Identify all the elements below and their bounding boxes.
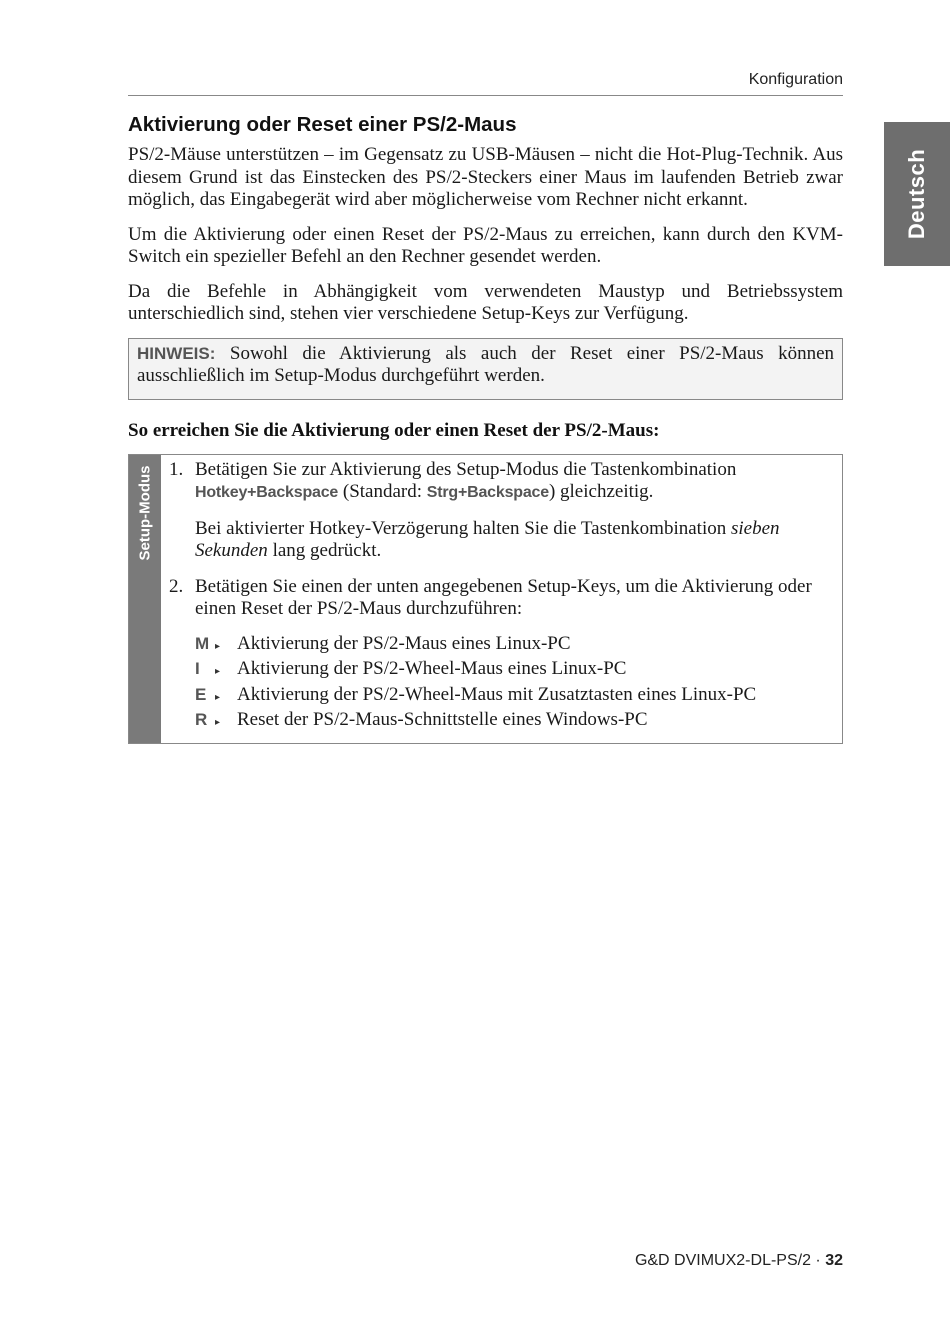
note-text: Sowohl die Aktivierung als auch der Reset einer PS/2-Maus können ausschließlich im Setup-Modus durchgeführt werden. xyxy=(137,342,835,386)
delay-duration: sieben Sekunden xyxy=(195,517,780,561)
delay-note-outro: lang gedrückt. xyxy=(272,540,382,561)
step-number: 1. xyxy=(169,458,184,480)
note-label: HINWEIS: xyxy=(137,343,216,363)
running-header: Konfiguration xyxy=(748,71,843,88)
setup-mode-box xyxy=(128,454,843,744)
section-title: Aktivierung oder Reset einer PS/2-Maus xyxy=(128,113,517,136)
steps-list xyxy=(161,455,842,743)
setup-key: E xyxy=(195,684,207,704)
step-1-delay-note xyxy=(195,518,832,563)
page-number: 32 xyxy=(825,1252,843,1269)
step-1-outro: ) gleichzeitig. xyxy=(548,481,654,502)
arrow-right-icon: ▸ xyxy=(215,691,221,703)
footer-product: G&D DVIMUX2-DL-PS/2 · xyxy=(634,1252,821,1269)
default-key-combination: Strg+Backspace xyxy=(426,484,549,501)
language-tab-label: Deutsch xyxy=(904,148,930,240)
setup-key-item xyxy=(195,684,832,710)
paragraph-kvm-command: Um die Aktivierung oder einen Reset der PS/2-Maus zu erreichen, kann durch den KVM-Switch ein spezieller Befehl an den Rechner gesendet werden. xyxy=(128,223,843,267)
paragraph-setup-keys: Da die Befehle in Abhängigkeit vom verwendeten Maustyp und Betriebssystem unterschiedlich sind, stehen vier verschiedene Setup-Keys zur Verfügung. xyxy=(128,280,843,324)
note-box xyxy=(128,338,843,400)
language-tab xyxy=(884,122,950,266)
arrow-right-icon: ▸ xyxy=(215,717,221,728)
step-2-text: Betätigen Sie einen der unten angegebenen Setup-Keys, um die Aktivierung oder einen Reset der PS/2-Maus durchzuführen: xyxy=(195,575,812,619)
paragraph-hotplug: PS/2-Mäuse unterstützen – im Gegensatz zu USB-Mäusen – nicht die Hot-Plug-Technik. Aus diesem Grund ist das Einstecken des PS/2-Steckers einer Maus im laufenden Betrieb zwar möglich, das Eingabegerät wird aber möglicherweise vom Rechner nicht erkannt. xyxy=(128,144,843,210)
arrow-right-icon: ▸ xyxy=(215,666,221,677)
step-1-standard-label: (Standard: xyxy=(342,481,423,502)
step-1 xyxy=(169,459,832,576)
setup-mode-side-tab xyxy=(129,455,161,743)
setup-key-item xyxy=(195,658,832,684)
setup-key-description: Aktivierung der PS/2-Wheel-Maus mit Zusatztasten eines Linux-PC xyxy=(237,683,757,705)
setup-key-description: Reset der PS/2-Maus-Schnittstelle eines Windows-PC xyxy=(237,709,648,730)
arrow-right-icon: ▸ xyxy=(215,640,221,652)
step-number: 2. xyxy=(169,575,184,597)
setup-key-item xyxy=(195,633,832,659)
setup-key: M xyxy=(195,633,210,653)
setup-key-item xyxy=(195,709,832,735)
step-1-intro: Betätigen Sie zur Aktivierung des Setup-Modus die Tastenkombination xyxy=(195,458,737,480)
delay-note-intro: Bei aktivierter Hotkey-Verzögerung halten Sie die Tastenkombination xyxy=(195,517,727,539)
page-footer xyxy=(635,1252,843,1270)
header-divider xyxy=(128,95,843,96)
setup-key: I xyxy=(195,659,200,678)
hotkey-combination: Hotkey+Backspace xyxy=(195,484,339,501)
setup-key-description: Aktivierung der PS/2-Wheel-Maus eines Linux-PC xyxy=(237,658,627,679)
setup-mode-side-label: Setup-Modus xyxy=(136,465,154,560)
setup-key: R xyxy=(195,710,208,729)
page-content xyxy=(128,113,843,744)
instructions-heading: So erreichen Sie die Aktivierung oder einen Reset der PS/2-Maus: xyxy=(128,419,660,441)
step-2 xyxy=(169,576,832,634)
setup-key-description: Aktivierung der PS/2-Maus eines Linux-PC xyxy=(237,632,571,654)
setup-keys-list xyxy=(195,633,832,735)
step-1-text xyxy=(195,459,832,505)
